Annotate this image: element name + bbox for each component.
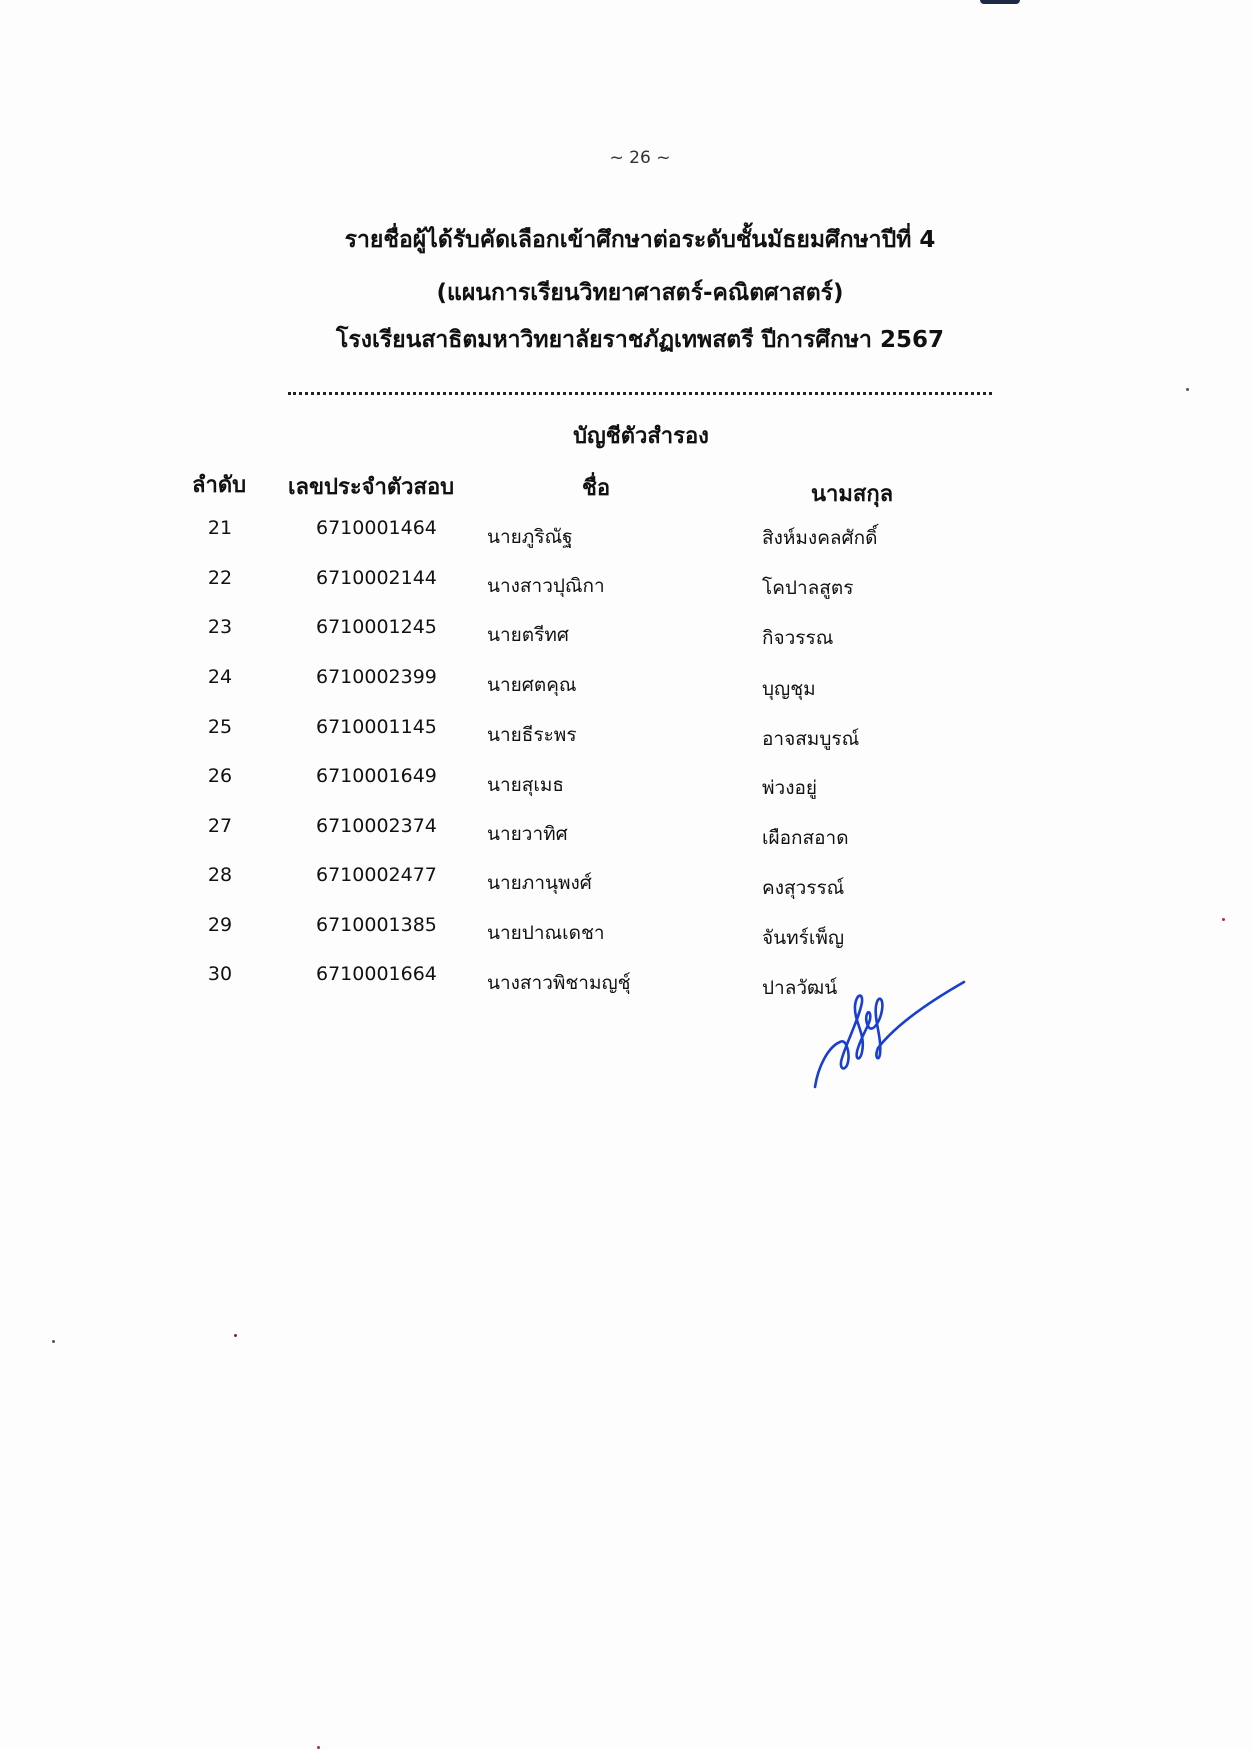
table-row — [0, 765, 1251, 805]
row-exam-id: 6710001664 — [316, 963, 437, 985]
column-header-first-name: ชื่อ — [582, 476, 611, 501]
handwritten-signature — [808, 972, 978, 1094]
table-row — [0, 517, 1251, 557]
row-surname: สิงห์มงคลศักดิ์ — [762, 527, 878, 549]
row-first-name: นายตรีทศ — [487, 624, 569, 646]
document-title-line-1: รายชื่อผู้ได้รับคัดเลือกเข้าศึกษาต่อระดับชั้นมัธยมศึกษาปีที่ 4 — [344, 227, 936, 253]
row-first-name: นายสุเมธ — [487, 774, 565, 796]
scan-edge-mark — [980, 0, 1020, 4]
row-first-name: นายภูริณัฐ — [487, 526, 573, 548]
row-exam-id: 6710001245 — [316, 616, 437, 638]
scan-speck — [1186, 388, 1189, 391]
table-row — [0, 567, 1251, 607]
row-seq: 30 — [207, 963, 233, 985]
row-surname: บุญชุม — [762, 678, 816, 700]
table-row — [0, 666, 1251, 706]
row-surname: โคปาลสูตร — [762, 577, 854, 599]
row-seq: 24 — [207, 666, 233, 688]
row-exam-id: 6710001145 — [316, 716, 437, 738]
row-seq: 29 — [207, 914, 233, 936]
row-exam-id: 6710001385 — [316, 914, 437, 936]
table-row — [0, 616, 1251, 656]
row-seq: 26 — [207, 765, 233, 787]
row-surname: จันทร์เพ็ญ — [762, 927, 845, 949]
table-row — [0, 815, 1251, 855]
table-row — [0, 914, 1251, 954]
row-exam-id: 6710002144 — [316, 567, 437, 589]
row-seq: 25 — [207, 716, 233, 738]
scan-speck — [1222, 918, 1225, 921]
row-exam-id: 6710001464 — [316, 517, 437, 539]
document-title-line-2: (แผนการเรียนวิทยาศาสตร์-คณิตศาสตร์) — [436, 280, 844, 306]
row-surname: พ่วงอยู่ — [762, 777, 818, 799]
row-surname: คงสุวรรณ์ — [762, 877, 845, 899]
row-surname: กิจวรรณ — [762, 627, 834, 649]
row-first-name: นายวาทิศ — [487, 823, 568, 845]
row-first-name: นางสาวพิชามญชุ์ — [487, 972, 631, 994]
row-seq: 22 — [207, 567, 233, 589]
table-row — [0, 864, 1251, 904]
row-seq: 21 — [207, 517, 233, 539]
row-seq: 27 — [207, 815, 233, 837]
row-first-name: นายศตคุณ — [487, 674, 577, 696]
row-seq: 23 — [207, 616, 233, 638]
column-header-exam-id: เลขประจำตัวสอบ — [288, 475, 455, 500]
dotted-divider — [288, 392, 992, 395]
row-exam-id: 6710001649 — [316, 765, 437, 787]
row-first-name: นายภานุพงศ์ — [487, 872, 592, 894]
row-exam-id: 6710002374 — [316, 815, 437, 837]
row-surname: อาจสมบูรณ์ — [762, 728, 860, 750]
scan-speck — [317, 1746, 320, 1749]
row-surname: เผือกสอาด — [762, 827, 849, 849]
scan-speck — [234, 1334, 237, 1337]
row-first-name: นายปาณเดชา — [487, 922, 605, 944]
page-number: ~ 26 ~ — [609, 148, 671, 168]
table-row — [0, 963, 1251, 1003]
document-title-line-3: โรงเรียนสาธิตมหาวิทยาลัยราชภัฏเทพสตรี ปีการศึกษา 2567 — [336, 327, 944, 353]
row-exam-id: 6710002399 — [316, 666, 437, 688]
scan-speck — [52, 1340, 55, 1343]
row-seq: 28 — [207, 864, 233, 886]
row-surname: ปาลวัฒน์ — [762, 977, 838, 999]
section-title: บัญชีตัวสำรอง — [573, 424, 709, 449]
column-header-seq: ลำดับ — [192, 473, 247, 498]
column-header-surname: นามสกุล — [811, 482, 894, 507]
row-first-name: นางสาวปุณิกา — [487, 575, 605, 597]
row-exam-id: 6710002477 — [316, 864, 437, 886]
table-row — [0, 716, 1251, 756]
row-first-name: นายธีระพร — [487, 724, 577, 746]
